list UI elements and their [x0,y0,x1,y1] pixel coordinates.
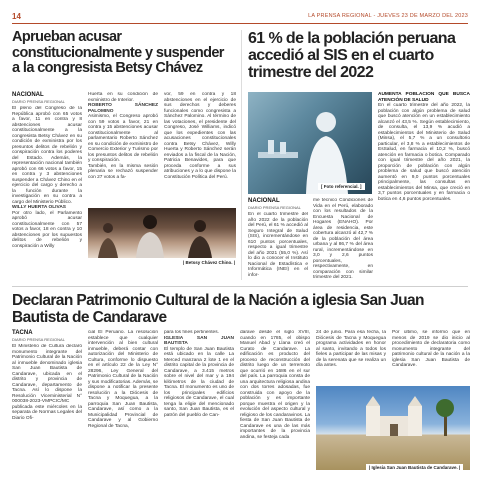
story3-column-1 [12,344,82,468]
story3-col6-text: Por último, se informó que en menos de 2019 se dio inicio al procedimiento de declaratoria como monumento integrante del patrimonio cultural de la nación a la iglesia San Juan Bautista de Candarave. [392,330,470,368]
story1-section: NACIONAL [12,92,44,98]
betsy-chavez-caption: | Betssy Chávez Chino. | [180,259,238,266]
lab-photo-caption: [ Foto referencial. ] [318,183,365,190]
story2-col-b-text: me técnico Condiciones de Vida en el Perú, elaborado con los resultados de la Encuesta Nacional de Hogares (ENAHO). Por área de residencia, este cobertura alcanzó al 42,7 % de la población del área urbana y al 86,7 % del área rural, incrementándose en 3,0 y 2,6 puntos porcentuales, respectivamente, en comparación con similar trimestre del 2021. [313,198,373,280]
story1-col1-subhead: WILLY HUERTA OLIVAS [12,205,67,210]
story2-sidebar-title: AUMENTA POBLACIÓN QUE BUSCA ATENCIÓN DE SALUD [378,92,470,103]
story1-col2-subhead: ROBERTO SÁNCHEZ PALOMINO [88,103,158,114]
story3-column-5 [316,330,386,380]
story1-col1b-text: Por otro lado, el Parlamento aprobó acusar constitucionalmente con 57 votos a favor, 18 en contra y 10 abstenciones por los supuestos delitos de rebelión y conspiración a Willy [12,210,82,249]
story3-column-4 [240,330,310,468]
story3-section: TACNA [12,330,33,336]
story1-col3-text: vor, 59 en contra y 18 abstenciones en el ejercicio de sus derechos y deberes funcionales como congresista a Sánchez Palomino. Al término de las votaciones, el presidente del Congreso, José Williams, indicó que los expedientes con las acusaciones constitucionales contra Betsy Chávez, Willy Huerta y Roberto Sánchez serán enviados a la fiscal de la Nación, Patricia Benavides, para que proceda conforme a sus atribuciones y a lo que dispone la Constitución Política del Perú. [164,92,236,180]
lab-reference-photo [248,92,372,194]
page-header-bar [12,12,468,24]
story1-column-1 [12,106,82,280]
story3-col3-subhead: IGLESIA SAN JUAN BAUTISTA [164,335,234,346]
story3-col4-text: darave desde el siglo XVIII, cuando en 1785, el obispo Manuel Abad y Llana creó el Curato de Candarave. La edificación es producto del proceso de reconstrucción del distrito luego de un terremoto que ocurrió en 1686 en el sur del país. La parroquia consta de una arquitectura religiosa andina con dos torres adosadas, fue construida con apoyo de la población y es importante porque muestra el origen y la evolución del aspecto cultural y religioso de los candaravinos. La fiesta de San Juan Bautista de Candarave es una de las más importantes de la provincia andina, se festeja cada [240,330,310,440]
page-number: 14 [12,12,21,21]
betsy-chavez-photo [88,208,236,258]
story1-col2c-text: También, en la misma sesión plenaria se rechazó suspender con 27 votos a fa- [88,163,158,180]
story3-headline: Declaran Patrimonio Cultural de la Nación a iglesia San Juan Bautista de Candarave [12,292,424,326]
story1-col2b-text: Asimismo, el Congreso aprobó con 59 votos a favor, 21 en contra y 15 abstenciones acusar constitucionalmente al parlamentario Roberto Sánchez en su condición de exministro de Comercio Exterior y Turismo por los presuntos delitos de rebelión y conspiración. [88,114,158,163]
story2-sidebar-text: En el cuarto trimestre del año 2022, la población con algún problema de salud que buscó atención en un establecimiento alcanzó el 43,5 %. Según establecimiento, de consulta, el 13,9 % acudió a establecimientos del Ministerio de Salud (Minsa), el 5,7 % a un consultorio particular, el 3,8 % a establecimientos de EsSalud, en farmacia el 10,2 %, buscó atención en farmacia o botica. Comparado con igual trimestre del año 2021, la proporción de población con algún problema de salud que buscó atención aumentó en 9,0 puntos porcentuales principalmente, las consultas en establecimientos del Minsa, que creció en 3,7 puntos porcentuales y en farmacia o botica en 4,6 puntos porcentuales. [378,103,470,202]
story3-column-2 [88,330,158,468]
church-photo-caption: | Iglesia San Juan Bautista de Candarave. | [366,464,463,471]
story1-source: DIARIO PRENSA REGIONAL [12,99,65,104]
story3-column-6 [392,330,470,382]
newspaper-header: LA PRENSA REGIONAL - JUEVES 23 DE MARZO DEL 2023 [308,13,468,19]
story2-column-a [248,212,308,280]
story1-col1-text: El pleno del Congreso de la República aprobó con 65 votos a favor, 11 en contra y 8 abstenciones acusar constitucionalmente a la congresista Betsy Chávez en su condición de exministra por los presuntos delitos de rebelión y conspiración contra los poderes del Estado. Además, la representación nacional también aprobó con 66 votos a favor, 15 en contra y 3 abstenciones suspender a Chávez Chino en el ejercicio del cargo y derecho a la función durante la investigación en su contra a cargo del Ministerio Público. [12,106,82,205]
story2-source: DIARIO PRENSA REGIONAL [248,205,301,210]
story1-headline: Aprueban acusar constitucionalmente y suspender a la congresista Betsy Chávez [12,29,224,76]
story1-col2a-text: Huerta en su condición de exministro de Interior. [88,92,158,103]
story1-column-3 [164,92,236,204]
people-silhouette-icon [88,208,236,258]
lab-technician-icon [248,92,372,194]
church-photo [316,386,470,470]
story3-col3b-text: El templo de San Juan Bautista está ubicado en la calle La Merced manzana 2 lote 1 en el distrito capital de la provincia de Candarave, a 3.415 metros sobre el nivel del mar y a 194 kilómetros de la ciudad de Tacna. El monumento es uno de los principales edificios religiosos de Candarave, el cual tenga la eligie del mencionado santo, San Juan Bautista, es el patrón del pueblo de Can- [164,346,234,418]
story2-section: NACIONAL [248,198,280,204]
story3-source: DIARIO PRENSA REGIONAL [12,337,65,342]
story2-headline: 61 % de la población peruana accedió al SIS en el cuarto trimestre del 2022 [248,30,456,81]
story3-col5-text: 24 de junio. Para esa fecha, la Diócesis de Tacna y Moquegua programa actividades en honor al santo, invitando a todos los fieles a participar de las misas y de la serenata que se realiza un día antes. [316,330,386,368]
story1-column-2 [88,92,158,204]
church-icon [316,386,470,470]
column-divider [241,30,242,280]
story2-col-a-text: En el cuarto trimestre del año 2022 de la población del Perú, el 61 % accedió al Seguro Integral de Salud (SIS), incrementándose en 610 puntos porcentuales, respecto a igual trimestre del año 2021 (55,0 %). Así lo dio a conocer el Instituto Nacional de Estadística e Informática (INEI) en el infor- [248,212,308,278]
story3-col2-text: cial El Peruano. La resolución establece que cualquier intervención al bien cultural inmueble, deberá contar con autorización del Ministerio de Cultura, conforme lo dispuesto en el artículo 22 de la Ley N° 28296, Ley General del Patrimonio Cultural de la Nación y sus modificatorias. Además, se dispone a notificar la presente resolución a la Diócesis de Tacna y Moquegua, a la parroquia San Juan Bautista, Candarave, así como a la Municipalidad Provincial de Candarave y al Gobierno Regional de Tacna, [88,330,158,429]
story2-column-b [313,198,373,280]
story-separator [12,286,468,287]
story3-col3a-text: para los fines pertinentes. [164,330,219,335]
story3-column-3 [164,330,234,468]
story3-col1-text: El Ministerio de Cultura declaró monumento integrante del Patrimonio Cultural de la Nación al inmueble denominado iglesia San Juan Bautista de Candarave, ubicada en el distrito y provincia de Candarave, departamento de Tacna. Así lo dispone la Resolución Viceministerial N° 000038-2023-VMPCIC/MC publicada este miércoles en la separata de Normas Legales del Diario Ofi- [12,344,82,421]
story2-sidebar [378,92,470,280]
